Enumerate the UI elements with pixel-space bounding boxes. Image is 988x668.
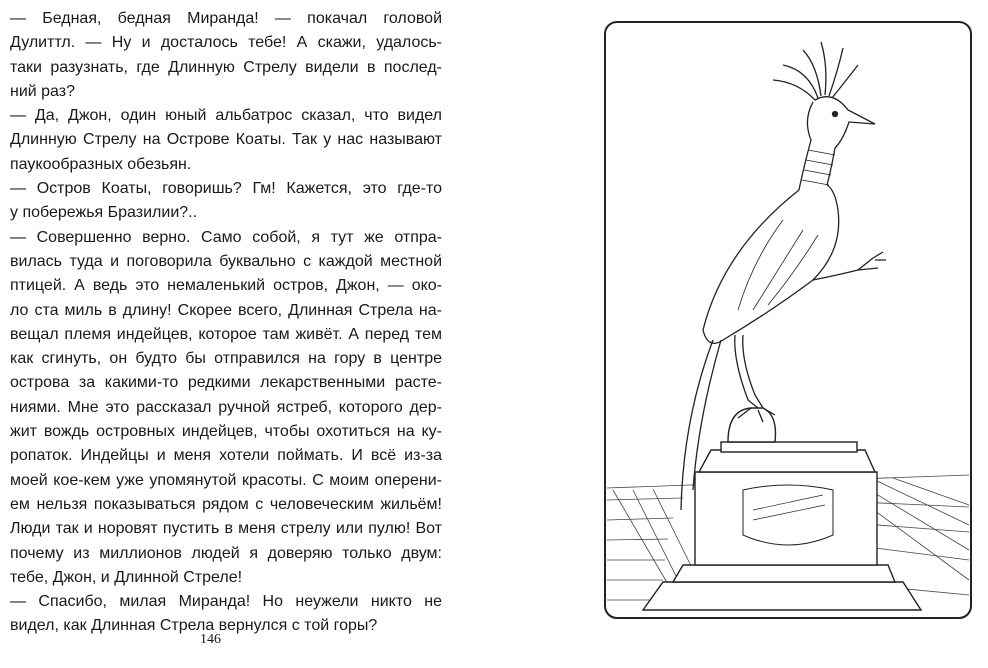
text-line: Длинную Стрелу на Острове Коаты. Так у нас называют — [10, 131, 442, 149]
text-line: — Спасибо, милая Миранда! Но неужели никто не — [10, 593, 442, 611]
page-number: 146 — [200, 632, 221, 647]
text-line: жит вождь островных индейцев, чтобы охотиться на ку- — [10, 423, 442, 441]
text-line: ниями. Мне это рассказал ручной ястреб, которого дер- — [10, 398, 442, 416]
text-line: ло ста миль в длину! Скорее всего, Длинная Стрела на- — [10, 301, 442, 319]
text-line: почему из миллионов людей я доверяю только двум: — [10, 544, 442, 562]
bird-illustration — [603, 20, 973, 620]
text-line: — Бедная, бедная Миранда! — покачал головой — [10, 10, 442, 27]
text-line: видел, как Длинная Стрела вернулся с той горы? — [10, 617, 378, 635]
text-line: — Совершенно верно. Само собой, я тут же отпра- — [10, 228, 442, 246]
text-line: как сгинуть, он будто бы отправился на гору в центре — [10, 350, 442, 368]
pedestal — [643, 408, 921, 610]
text-line: Люди так и норовят пустить в меня стрелу или пулю! Вот — [10, 520, 442, 538]
text-line: моей кое-кем уже упомянутой красоты. С моим оперени- — [10, 471, 442, 489]
text-line: вещал племя индейцев, которое там живёт. А перед тем — [10, 325, 442, 343]
text-line: таки разузнать, где Длинную Стрелу видели в послед- — [10, 58, 442, 76]
text-line: птицей. А ведь это немаленький остров, Джон, — око- — [10, 277, 442, 295]
bird — [681, 42, 886, 510]
text-line: вилась туда и поговорила буквально с каждой местной — [10, 252, 442, 270]
text-line: Дулиттл. — Ну и досталось тебе! А скажи, удалось- — [10, 34, 442, 52]
text-line: паукообразных обезьян. — [10, 155, 192, 173]
text-line: — Да, Джон, один юный альбатрос сказал, что видел — [10, 107, 442, 125]
text-line: — Остров Коаты, говоришь? Гм! Кажется, это где-то — [10, 180, 442, 198]
text-line: ний раз? — [10, 82, 76, 100]
text-line: ропаток. Индейцы и меня хотели поймать. И всё из-за — [10, 447, 442, 465]
text-column — [10, 10, 442, 642]
text-line: ем нельзя показываться рядом с человеческим жильём! — [10, 495, 442, 513]
text-line: острова за какими-то редкими лекарственными расте- — [10, 374, 442, 392]
text-line: тебе, Джон, и Длинной Стреле! — [10, 568, 243, 586]
text-line: у побережья Бразилии?.. — [10, 204, 198, 222]
